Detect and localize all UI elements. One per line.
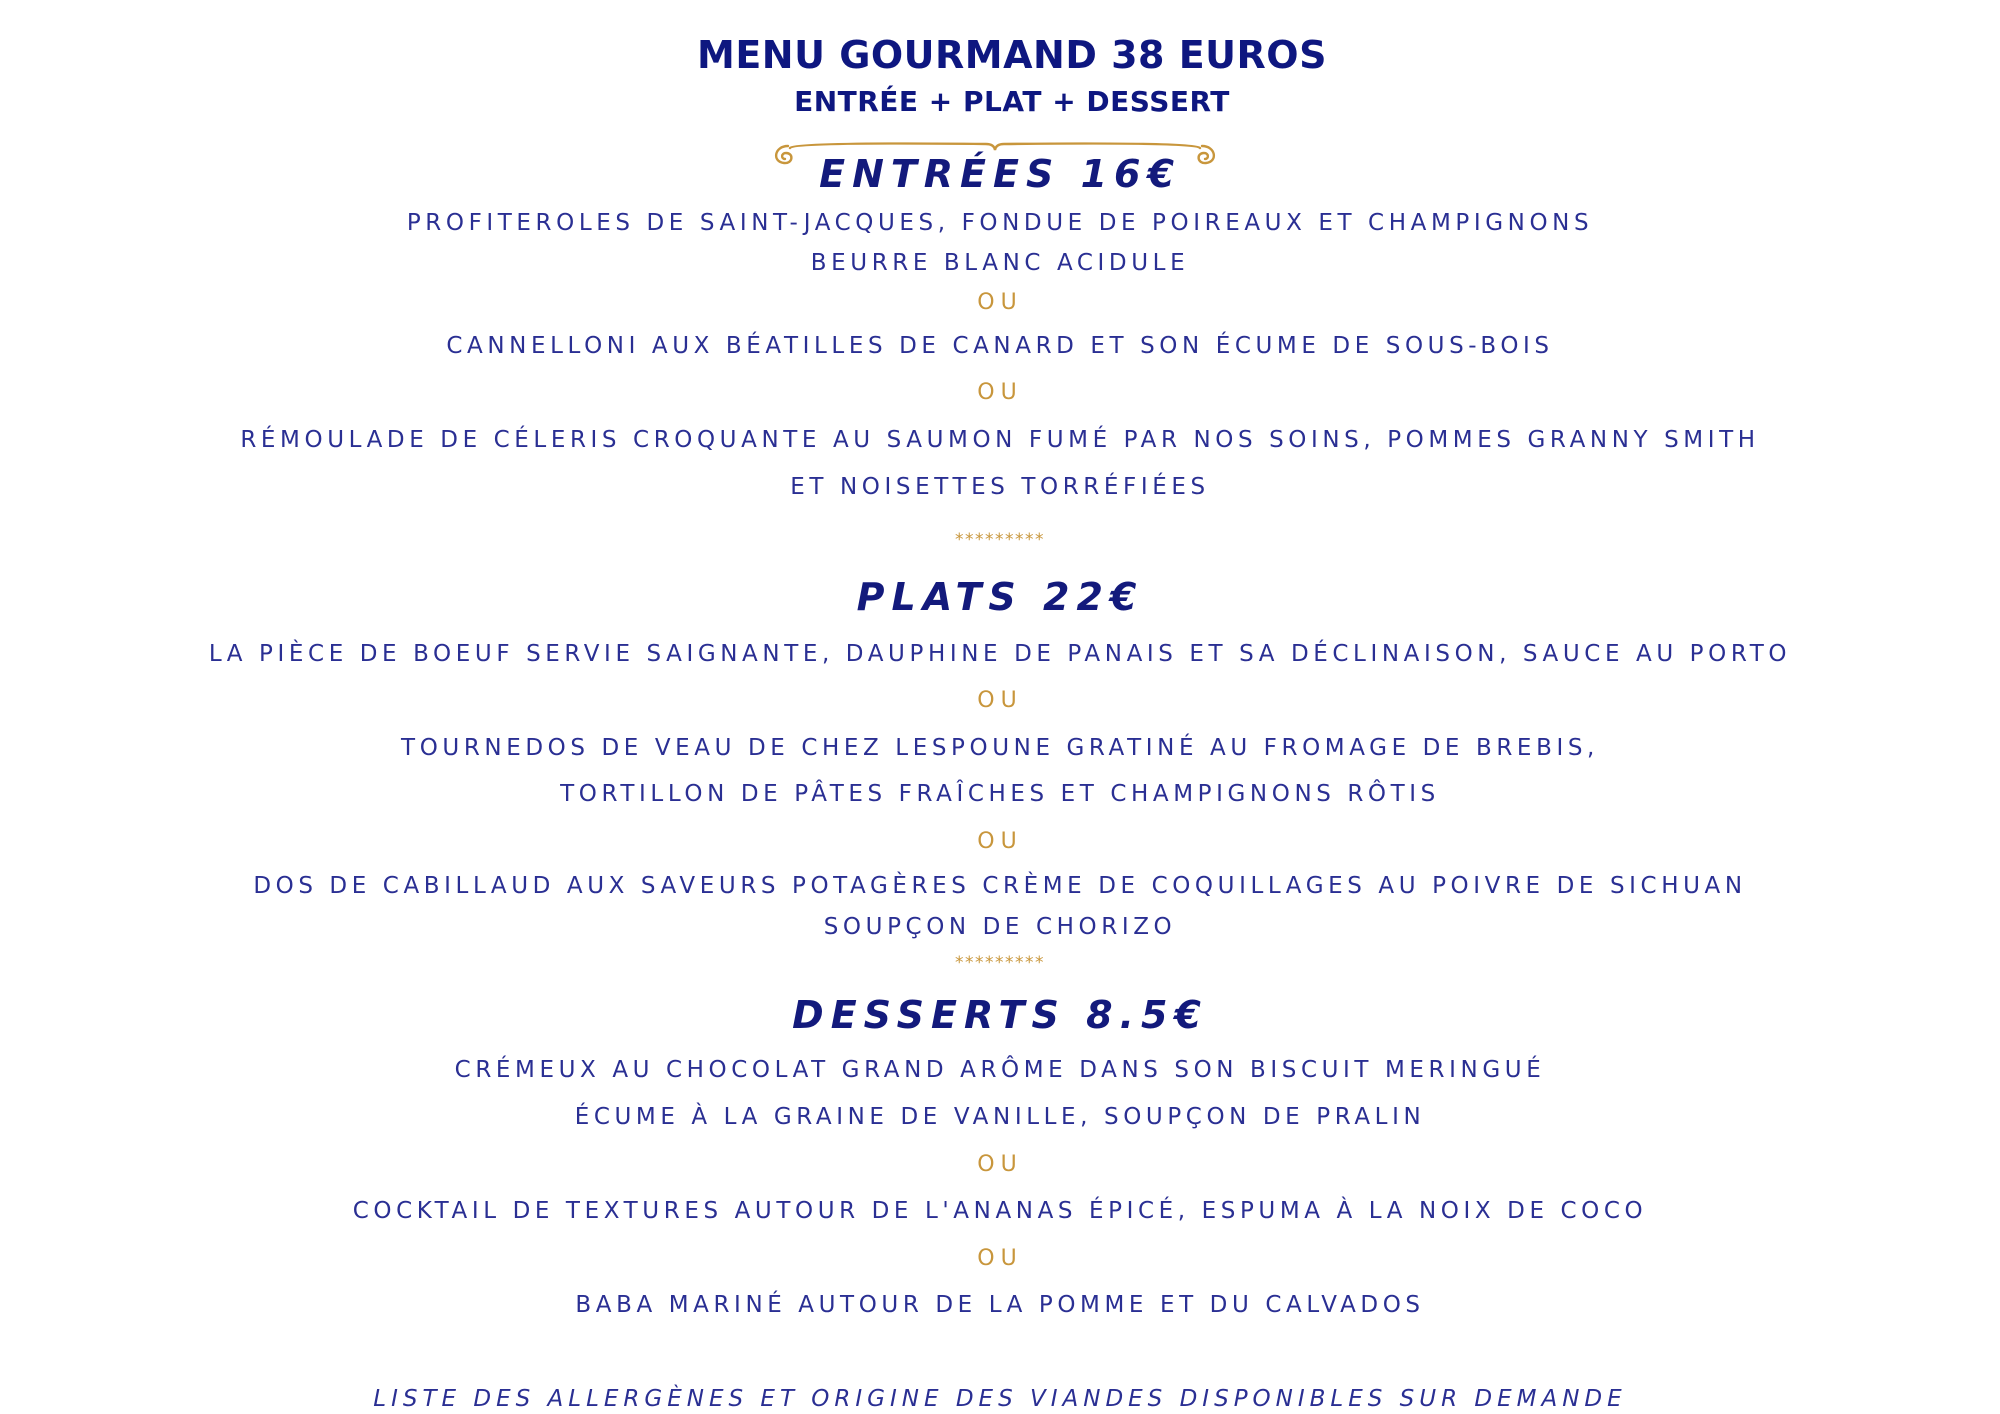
plat-line-1: LA PIÈCE DE BOEUF SERVIE SAIGNANTE, DAUPHINE DE PANAIS ET SA DÉCLINAISON, SAUCE AU PORTO	[208, 641, 1792, 667]
separator-ou: OU	[977, 1246, 1023, 1271]
entree-line-4: RÉMOULADE DE CÉLERIS CROQUANTE AU SAUMON FUMÉ PAR NOS SOINS, POMMES GRANNY SMITH	[240, 427, 1760, 453]
entree-line-1: PROFITEROLES DE SAINT-JACQUES, FONDUE DE POIREAUX ET CHAMPIGNONS	[406, 210, 1594, 236]
plat-line-5: SOUPÇON DE CHORIZO	[823, 914, 1177, 940]
dessert-line-2: ÉCUME À LA GRAINE DE VANILLE, SOUPÇON DE PRALIN	[574, 1104, 1426, 1130]
dessert-line-3: COCKTAIL DE TEXTURES AUTOUR DE L'ANANAS ÉPICÉ, ESPUMA À LA NOIX DE COCO	[352, 1198, 1648, 1224]
separator-ou: OU	[977, 290, 1023, 315]
plat-line-4: DOS DE CABILLAUD AUX SAVEURS POTAGÈRES CRÈME DE COQUILLAGES AU POIVRE DE SICHUAN	[253, 873, 1747, 899]
section-heading-desserts: DESSERTS 8.5€	[792, 993, 1208, 1037]
menu-title: MENU GOURMAND 38 EUROS	[697, 33, 1327, 77]
separator-ou: OU	[977, 688, 1023, 713]
plat-line-3: TORTILLON DE PÂTES FRAÎCHES ET CHAMPIGNONS RÔTIS	[560, 781, 1440, 807]
divider-stars: *********	[955, 530, 1045, 550]
allergen-notice: LISTE DES ALLERGÈNES ET ORIGINE DES VIANDES DISPONIBLES SUR DEMANDE	[373, 1386, 1627, 1412]
entree-line-3: CANNELLONI AUX BÉATILLES DE CANARD ET SON ÉCUME DE SOUS-BOIS	[446, 333, 1554, 359]
dessert-line-1: CRÉMEUX AU CHOCOLAT GRAND ARÔME DANS SON BISCUIT MERINGUÉ	[454, 1057, 1546, 1083]
section-heading-entrees: ENTRÉES 16€	[819, 152, 1181, 196]
section-heading-plats: PLATS 22€	[856, 575, 1144, 619]
menu-subtitle: ENTRÉE + PLAT + DESSERT	[794, 85, 1230, 118]
separator-ou: OU	[977, 380, 1023, 405]
entree-line-2: BEURRE BLANC ACIDULE	[810, 250, 1190, 276]
separator-ou: OU	[977, 1152, 1023, 1177]
entree-line-5: ET NOISETTES TORRÉFIÉES	[790, 474, 1210, 500]
plat-line-2: TOURNEDOS DE VEAU DE CHEZ LESPOUNE GRATINÉ AU FROMAGE DE BREBIS,	[401, 735, 1599, 761]
divider-stars: *********	[955, 953, 1045, 973]
separator-ou: OU	[977, 829, 1023, 854]
dessert-line-4: BABA MARINÉ AUTOUR DE LA POMME ET DU CALVADOS	[575, 1292, 1425, 1318]
